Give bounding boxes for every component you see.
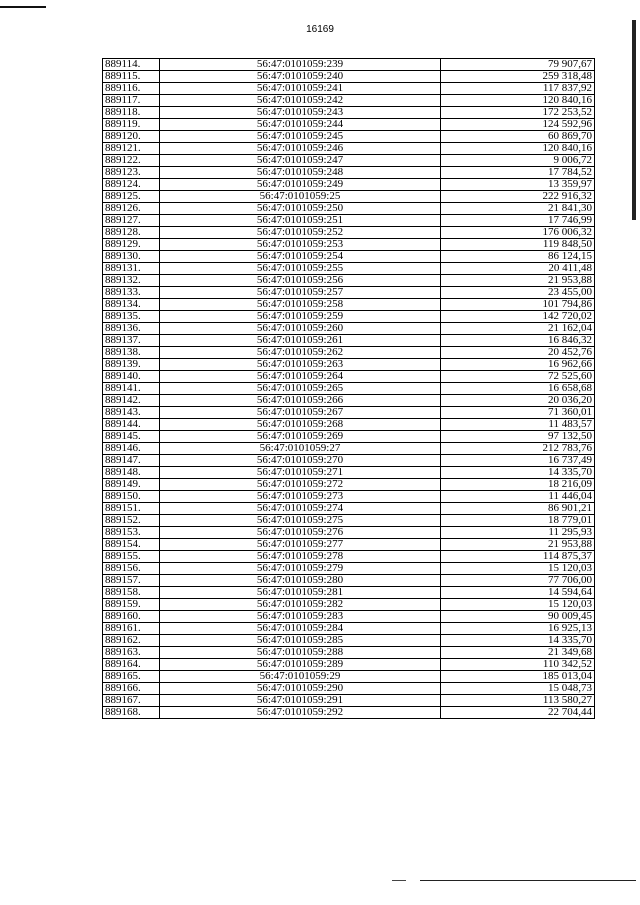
table-row (103, 191, 595, 203)
cadastral-value: 23 455,00 (441, 287, 595, 299)
cadastral-number: 56:47:0101059:257 (160, 287, 441, 299)
table-row (103, 551, 595, 563)
table-row (103, 443, 595, 455)
cadastral-value: 113 580,27 (441, 695, 595, 707)
table-row (103, 347, 595, 359)
row-number: 889155. (103, 551, 160, 563)
cadastral-value: 14 594,64 (441, 587, 595, 599)
cadastral-number: 56:47:0101059:289 (160, 659, 441, 671)
cadastral-number: 56:47:0101059:248 (160, 167, 441, 179)
cadastral-number: 56:47:0101059:244 (160, 119, 441, 131)
row-number: 889121. (103, 143, 160, 155)
table-row (103, 275, 595, 287)
cadastral-value: 17 784,52 (441, 167, 595, 179)
table-row (103, 671, 595, 683)
row-number: 889147. (103, 455, 160, 467)
row-number: 889159. (103, 599, 160, 611)
row-number: 889143. (103, 407, 160, 419)
cadastral-value: 16 846,32 (441, 335, 595, 347)
table-row (103, 239, 595, 251)
cadastral-number: 56:47:0101059:288 (160, 647, 441, 659)
row-number: 889163. (103, 647, 160, 659)
cadastral-value: 17 746,99 (441, 215, 595, 227)
row-number: 889146. (103, 443, 160, 455)
cadastral-number: 56:47:0101059:283 (160, 611, 441, 623)
cadastral-number: 56:47:0101059:276 (160, 527, 441, 539)
cadastral-value: 21 349,68 (441, 647, 595, 659)
cadastral-value: 21 953,88 (441, 275, 595, 287)
row-number: 889137. (103, 335, 160, 347)
row-number: 889128. (103, 227, 160, 239)
cadastral-value: 13 359,97 (441, 179, 595, 191)
cadastral-number: 56:47:0101059:239 (160, 59, 441, 71)
cadastral-number: 56:47:0101059:260 (160, 323, 441, 335)
cadastral-number: 56:47:0101059:267 (160, 407, 441, 419)
table-row (103, 503, 595, 515)
cadastral-value: 176 006,32 (441, 227, 595, 239)
row-number: 889132. (103, 275, 160, 287)
row-number: 889157. (103, 575, 160, 587)
table-row (103, 311, 595, 323)
table-row (103, 251, 595, 263)
row-number: 889158. (103, 587, 160, 599)
table-row (103, 323, 595, 335)
row-number: 889118. (103, 107, 160, 119)
table-row (103, 611, 595, 623)
row-number: 889116. (103, 83, 160, 95)
row-number: 889115. (103, 71, 160, 83)
cadastral-number: 56:47:0101059:258 (160, 299, 441, 311)
row-number: 889148. (103, 467, 160, 479)
row-number: 889151. (103, 503, 160, 515)
cadastral-number: 56:47:0101059:271 (160, 467, 441, 479)
table-row (103, 659, 595, 671)
row-number: 889142. (103, 395, 160, 407)
cadastral-number: 56:47:0101059:243 (160, 107, 441, 119)
cadastral-value: 77 706,00 (441, 575, 595, 587)
cadastral-number: 56:47:0101059:249 (160, 179, 441, 191)
table-row (103, 695, 595, 707)
cadastral-value: 16 737,49 (441, 455, 595, 467)
row-number: 889144. (103, 419, 160, 431)
cadastral-number: 56:47:0101059:269 (160, 431, 441, 443)
cadastral-number: 56:47:0101059:29 (160, 671, 441, 683)
cadastral-number: 56:47:0101059:255 (160, 263, 441, 275)
table-row (103, 215, 595, 227)
register-table-body (103, 59, 595, 719)
row-number: 889152. (103, 515, 160, 527)
cadastral-number: 56:47:0101059:272 (160, 479, 441, 491)
table-row (103, 383, 595, 395)
cadastral-value: 212 783,76 (441, 443, 595, 455)
cadastral-value: 22 704,44 (441, 707, 595, 719)
row-number: 889134. (103, 299, 160, 311)
cadastral-value: 21 841,30 (441, 203, 595, 215)
row-number: 889117. (103, 95, 160, 107)
cadastral-number: 56:47:0101059:284 (160, 623, 441, 635)
cadastral-number: 56:47:0101059:241 (160, 83, 441, 95)
table-row (103, 431, 595, 443)
row-number: 889156. (103, 563, 160, 575)
row-number: 889149. (103, 479, 160, 491)
table-row (103, 59, 595, 71)
cadastral-number: 56:47:0101059:240 (160, 71, 441, 83)
cadastral-number: 56:47:0101059:27 (160, 443, 441, 455)
row-number: 889131. (103, 263, 160, 275)
cadastral-value: 90 009,45 (441, 611, 595, 623)
cadastral-value: 20 036,20 (441, 395, 595, 407)
row-number: 889154. (103, 539, 160, 551)
table-row (103, 203, 595, 215)
cadastral-value: 119 848,50 (441, 239, 595, 251)
cadastral-number: 56:47:0101059:282 (160, 599, 441, 611)
cadastral-number: 56:47:0101059:250 (160, 203, 441, 215)
cadastral-value: 79 907,67 (441, 59, 595, 71)
table-row (103, 599, 595, 611)
cadastral-value: 185 013,04 (441, 671, 595, 683)
cadastral-number: 56:47:0101059:279 (160, 563, 441, 575)
cadastral-number: 56:47:0101059:281 (160, 587, 441, 599)
cadastral-value: 20 411,48 (441, 263, 595, 275)
table-row (103, 527, 595, 539)
row-number: 889145. (103, 431, 160, 443)
table-row (103, 359, 595, 371)
row-number: 889129. (103, 239, 160, 251)
row-number: 889127. (103, 215, 160, 227)
table-row (103, 635, 595, 647)
row-number: 889114. (103, 59, 160, 71)
cadastral-value: 86 901,21 (441, 503, 595, 515)
table-row (103, 575, 595, 587)
row-number: 889123. (103, 167, 160, 179)
cadastral-number: 56:47:0101059:25 (160, 191, 441, 203)
row-number: 889119. (103, 119, 160, 131)
row-number: 889164. (103, 659, 160, 671)
cadastral-value: 14 335,70 (441, 467, 595, 479)
table-row (103, 95, 595, 107)
cadastral-number: 56:47:0101059:245 (160, 131, 441, 143)
cadastral-value: 120 840,16 (441, 143, 595, 155)
row-number: 889124. (103, 179, 160, 191)
cadastral-value: 117 837,92 (441, 83, 595, 95)
table-row (103, 467, 595, 479)
table-row (103, 83, 595, 95)
table-row (103, 683, 595, 695)
cadastral-number: 56:47:0101059:265 (160, 383, 441, 395)
row-number: 889133. (103, 287, 160, 299)
cadastral-number: 56:47:0101059:247 (160, 155, 441, 167)
cadastral-value: 101 794,86 (441, 299, 595, 311)
cadastral-value: 15 120,03 (441, 563, 595, 575)
table-row (103, 227, 595, 239)
cadastral-number: 56:47:0101059:261 (160, 335, 441, 347)
cadastral-number: 56:47:0101059:278 (160, 551, 441, 563)
table-row (103, 623, 595, 635)
table-row (103, 419, 595, 431)
cadastral-value: 86 124,15 (441, 251, 595, 263)
row-number: 889150. (103, 491, 160, 503)
cadastral-value: 110 342,52 (441, 659, 595, 671)
row-number: 889125. (103, 191, 160, 203)
cadastral-value: 142 720,02 (441, 311, 595, 323)
cadastral-value: 9 006,72 (441, 155, 595, 167)
cadastral-value: 14 335,70 (441, 635, 595, 647)
cadastral-number: 56:47:0101059:280 (160, 575, 441, 587)
scan-mark-bottom (420, 880, 636, 881)
cadastral-value: 120 840,16 (441, 95, 595, 107)
cadastral-number: 56:47:0101059:273 (160, 491, 441, 503)
cadastral-number: 56:47:0101059:285 (160, 635, 441, 647)
cadastral-value: 124 592,96 (441, 119, 595, 131)
row-number: 889126. (103, 203, 160, 215)
cadastral-value: 15 048,73 (441, 683, 595, 695)
row-number: 889166. (103, 683, 160, 695)
cadastral-number: 56:47:0101059:275 (160, 515, 441, 527)
table-row (103, 263, 595, 275)
cadastral-value: 16 962,66 (441, 359, 595, 371)
cadastral-value: 11 295,93 (441, 527, 595, 539)
cadastral-value: 60 869,70 (441, 131, 595, 143)
cadastral-number: 56:47:0101059:259 (160, 311, 441, 323)
cadastral-number: 56:47:0101059:253 (160, 239, 441, 251)
cadastral-number: 56:47:0101059:263 (160, 359, 441, 371)
table-row (103, 335, 595, 347)
cadastral-value: 259 318,48 (441, 71, 595, 83)
cadastral-number: 56:47:0101059:256 (160, 275, 441, 287)
cadastral-number: 56:47:0101059:246 (160, 143, 441, 155)
row-number: 889167. (103, 695, 160, 707)
row-number: 889162. (103, 635, 160, 647)
cadastral-number: 56:47:0101059:268 (160, 419, 441, 431)
cadastral-value: 97 132,50 (441, 431, 595, 443)
cadastral-register-table (102, 58, 595, 719)
table-row (103, 491, 595, 503)
table-row (103, 179, 595, 191)
cadastral-number: 56:47:0101059:252 (160, 227, 441, 239)
row-number: 889160. (103, 611, 160, 623)
table-row (103, 287, 595, 299)
scan-edge-right (632, 20, 636, 220)
row-number: 889130. (103, 251, 160, 263)
row-number: 889122. (103, 155, 160, 167)
cadastral-number: 56:47:0101059:266 (160, 395, 441, 407)
cadastral-number: 56:47:0101059:262 (160, 347, 441, 359)
table-row (103, 539, 595, 551)
page-number: 16169 (306, 24, 334, 35)
cadastral-value: 16 658,68 (441, 383, 595, 395)
table-row (103, 143, 595, 155)
table-row (103, 131, 595, 143)
cadastral-number: 56:47:0101059:270 (160, 455, 441, 467)
cadastral-number: 56:47:0101059:251 (160, 215, 441, 227)
cadastral-value: 114 875,37 (441, 551, 595, 563)
table-row (103, 407, 595, 419)
table-row (103, 587, 595, 599)
table-row (103, 119, 595, 131)
row-number: 889168. (103, 707, 160, 719)
scan-mark-top (0, 6, 46, 8)
cadastral-value: 18 779,01 (441, 515, 595, 527)
cadastral-value: 11 483,57 (441, 419, 595, 431)
cadastral-value: 71 360,01 (441, 407, 595, 419)
cadastral-value: 18 216,09 (441, 479, 595, 491)
row-number: 889139. (103, 359, 160, 371)
cadastral-value: 20 452,76 (441, 347, 595, 359)
cadastral-value: 21 162,04 (441, 323, 595, 335)
row-number: 889136. (103, 323, 160, 335)
cadastral-number: 56:47:0101059:290 (160, 683, 441, 695)
cadastral-value: 11 446,04 (441, 491, 595, 503)
table-row (103, 479, 595, 491)
row-number: 889120. (103, 131, 160, 143)
cadastral-number: 56:47:0101059:242 (160, 95, 441, 107)
table-row (103, 455, 595, 467)
cadastral-number: 56:47:0101059:277 (160, 539, 441, 551)
cadastral-number: 56:47:0101059:254 (160, 251, 441, 263)
row-number: 889165. (103, 671, 160, 683)
cadastral-value: 16 925,13 (441, 623, 595, 635)
table-row (103, 167, 595, 179)
cadastral-value: 172 253,52 (441, 107, 595, 119)
cadastral-value: 222 916,32 (441, 191, 595, 203)
table-row (103, 371, 595, 383)
cadastral-value: 15 120,03 (441, 599, 595, 611)
table-row (103, 155, 595, 167)
row-number: 889161. (103, 623, 160, 635)
row-number: 889140. (103, 371, 160, 383)
cadastral-value: 21 953,88 (441, 539, 595, 551)
cadastral-number: 56:47:0101059:264 (160, 371, 441, 383)
table-row (103, 395, 595, 407)
cadastral-number: 56:47:0101059:274 (160, 503, 441, 515)
table-row (103, 647, 595, 659)
row-number: 889141. (103, 383, 160, 395)
table-row (103, 299, 595, 311)
table-row (103, 515, 595, 527)
table-row (103, 71, 595, 83)
row-number: 889135. (103, 311, 160, 323)
cadastral-value: 72 525,60 (441, 371, 595, 383)
row-number: 889153. (103, 527, 160, 539)
row-number: 889138. (103, 347, 160, 359)
table-row (103, 563, 595, 575)
scan-dash-bottom (392, 880, 406, 881)
cadastral-number: 56:47:0101059:292 (160, 707, 441, 719)
table-row (103, 707, 595, 719)
table-row (103, 107, 595, 119)
cadastral-number: 56:47:0101059:291 (160, 695, 441, 707)
